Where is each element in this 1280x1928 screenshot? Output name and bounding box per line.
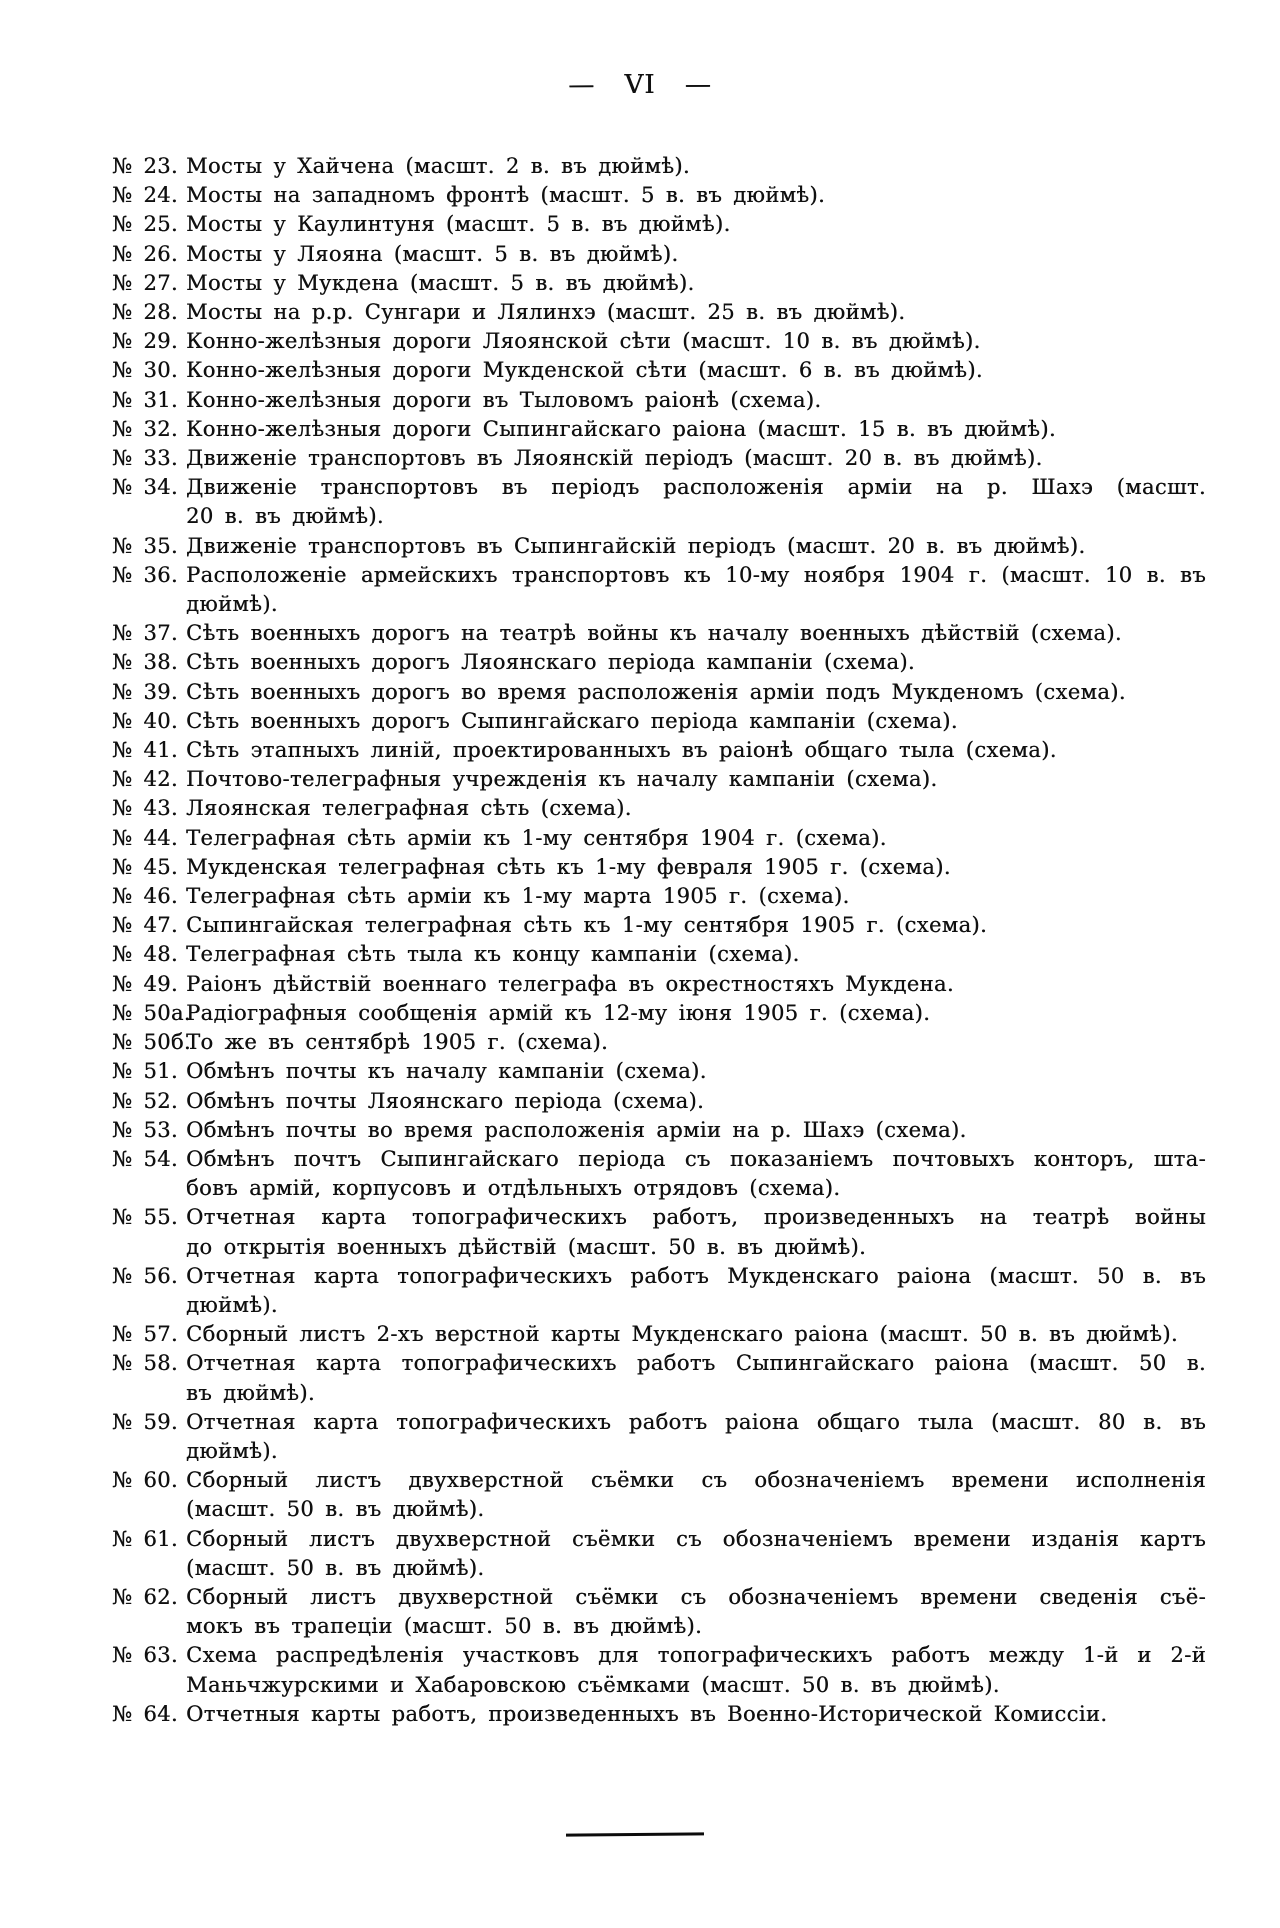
list-item: [112, 1320, 1206, 1349]
list-item: [112, 940, 1206, 969]
list-item: [112, 444, 1206, 473]
item-number: № 30.: [112, 358, 178, 383]
item-text-line: Сборный листъ двухверстной съёмки съ обозначеніемъ времени сведенія съё-: [186, 1584, 1206, 1609]
item-number: № 33.: [112, 446, 178, 471]
list-item: [112, 1349, 1206, 1407]
item-text-line: Сборный листъ двухверстной съёмки съ обозначеніемъ времени изданія картъ: [186, 1526, 1206, 1551]
page-number-heading: — VI —: [568, 69, 712, 101]
list-item: [112, 648, 1206, 677]
item-text-line: Обмѣнъ почты Ляоянскаго періода (схема).: [186, 1088, 705, 1113]
item-number: № 59.: [112, 1409, 178, 1434]
item-number: № 54.: [112, 1146, 178, 1171]
item-number: № 52.: [112, 1088, 178, 1113]
item-number: № 32.: [112, 416, 178, 441]
item-text-line: Обмѣнъ почты къ началу кампаніи (схема).: [186, 1059, 707, 1084]
list-item: [112, 736, 1206, 765]
item-text-line: въ дюймѣ).: [186, 1380, 315, 1405]
item-text-line: Сѣть военныхъ дорогъ Сыпингайскаго періода кампаніи (схема).: [186, 708, 958, 733]
list-item: [112, 473, 1206, 531]
item-number: № 41.: [112, 738, 178, 763]
list-item: [112, 1408, 1206, 1466]
item-number: № 39.: [112, 679, 178, 704]
item-text-line: Отчетная карта топографическихъ работъ Сыпингайскаго раіона (масшт. 50 в.: [186, 1351, 1206, 1376]
list-item: [112, 386, 1206, 415]
item-number: № 24.: [112, 183, 178, 208]
item-number: № 31.: [112, 387, 178, 412]
item-text-line: Телеграфная сѣть арміи къ 1-му сентября 1904 г. (схема).: [186, 825, 887, 850]
item-text-line: Мосты у Мукдена (масшт. 5 в. въ дюймѣ).: [186, 270, 695, 295]
item-text-line: То же въ сентябрѣ 1905 г. (схема).: [186, 1030, 609, 1055]
item-text-line: дюймѣ).: [186, 592, 278, 617]
list-item: [112, 853, 1206, 882]
item-text-line: мокъ въ трапеціи (масшт. 50 в. въ дюймѣ).: [186, 1614, 703, 1639]
item-text-line: Обмѣнъ почты во время расположенія арміи на р. Шахэ (схема).: [186, 1117, 967, 1142]
item-text-line: Сѣть военныхъ дорогъ во время расположенія арміи подъ Мукденомъ (схема).: [186, 679, 1126, 704]
list-item: [112, 1262, 1206, 1320]
item-text-line: до открытія военныхъ дѣйствій (масшт. 50 в. въ дюймѣ).: [186, 1234, 867, 1259]
item-text-line: Обмѣнъ почтъ Сыпингайскаго періода съ показаніемъ почтовыхъ конторъ, шта-: [186, 1146, 1206, 1171]
list-item: [112, 794, 1206, 823]
item-number: № 23.: [112, 154, 178, 178]
list-item: [112, 1116, 1206, 1145]
list-item: [112, 327, 1206, 356]
list-item: [112, 707, 1206, 736]
item-text-line: Конно-желѣзныя дороги Сыпингайскаго раіона (масшт. 15 в. въ дюймѣ).: [186, 416, 1056, 441]
list-item: [112, 181, 1206, 210]
item-number: № 42.: [112, 767, 178, 792]
item-text-line: Раіонъ дѣйствій военнаго телеграфа въ окрестностяхъ Мукдена.: [186, 971, 954, 996]
list-item: [112, 619, 1206, 648]
item-number: № 50б.: [112, 1030, 191, 1055]
item-number: № 58.: [112, 1351, 178, 1376]
item-number: № 26.: [112, 241, 178, 266]
item-text-line: Движеніе транспортовъ въ Сыпингайскій періодъ (масшт. 20 в. въ дюймѣ).: [186, 533, 1086, 558]
list-item: [112, 532, 1206, 561]
item-text-line: Сборный листъ двухверстной съёмки съ обозначеніемъ времени исполненія: [186, 1468, 1206, 1493]
item-text-line: Сѣть военныхъ дорогъ Ляоянскаго періода кампаніи (схема).: [186, 650, 916, 675]
item-text-line: дюймѣ).: [186, 1438, 278, 1463]
list-item: [112, 765, 1206, 794]
list-item: [112, 824, 1206, 853]
item-text-line: Телеграфная сѣть арміи къ 1-му марта 1905 г. (схема).: [186, 884, 850, 909]
list-item: [112, 678, 1206, 707]
list-item: [112, 1641, 1206, 1699]
item-number: № 36.: [112, 562, 178, 587]
item-text-line: Сыпингайская телеграфная сѣть къ 1-му сентября 1905 г. (схема).: [186, 913, 988, 938]
list-item: [112, 999, 1206, 1028]
item-number: № 47.: [112, 913, 178, 938]
item-text-line: Отчетная карта топографическихъ работъ Мукденскаго раіона (масшт. 50 в. въ: [186, 1263, 1206, 1288]
item-number: № 61.: [112, 1526, 178, 1551]
item-text-line: дюймѣ).: [186, 1292, 278, 1317]
item-text-line: Отчетная карта топографическихъ работъ, произведенныхъ на театрѣ войны: [186, 1205, 1206, 1230]
item-text-line: Конно-желѣзныя дороги Мукденской сѣти (масшт. 6 в. въ дюймѣ).: [186, 358, 983, 383]
item-text-line: Мосты на р.р. Сунгари и Лялинхэ (масшт. 25 в. въ дюймѣ).: [186, 300, 906, 325]
item-text-line: Отчетная карта топографическихъ работъ раіона общаго тыла (масшт. 80 в. въ: [186, 1409, 1206, 1434]
list-item: [112, 269, 1206, 298]
list-item: [112, 561, 1206, 619]
contents-list: [112, 152, 1208, 1729]
item-text-line: 20 в. въ дюймѣ).: [186, 504, 384, 529]
item-text-line: Маньчжурскими и Хабаровскою съёмками (масшт. 50 в. въ дюймѣ).: [186, 1672, 1000, 1697]
item-text-line: Конно-желѣзныя дороги Ляоянской сѣти (масшт. 10 в. въ дюймѣ).: [186, 329, 981, 354]
item-text-line: Отчетныя карты работъ, произведенныхъ въ Военно-Исторической Комиссіи.: [186, 1701, 1108, 1726]
item-number: № 60.: [112, 1468, 178, 1493]
item-text-line: Почтово-телеграфныя учрежденія къ началу кампаніи (схема).: [186, 767, 938, 792]
list-item: [112, 1466, 1206, 1524]
item-number: № 63.: [112, 1643, 178, 1668]
list-item: [112, 1057, 1206, 1086]
list-item: [112, 1700, 1206, 1729]
item-text-line: Мосты у Хайчена (масшт. 2 в. въ дюймѣ).: [186, 154, 690, 178]
item-number: № 37.: [112, 621, 178, 646]
item-text-line: бовъ армій, корпусовъ и отдѣльныхъ отрядовъ (схема).: [186, 1176, 841, 1201]
item-number: № 45.: [112, 854, 178, 879]
item-text-line: Ляоянская телеграфная сѣть (схема).: [186, 796, 632, 821]
item-number: № 27.: [112, 270, 178, 295]
item-text-line: Телеграфная сѣть тыла къ концу кампаніи (схема).: [186, 942, 800, 967]
list-item: [112, 152, 1206, 181]
item-number: № 44.: [112, 825, 178, 850]
end-of-list-divider-rule: [566, 1832, 704, 1836]
item-number: № 56.: [112, 1263, 178, 1288]
item-text-line: Мосты у Ляояна (масшт. 5 в. въ дюймѣ).: [186, 241, 679, 266]
item-number: № 51.: [112, 1059, 178, 1084]
item-number: № 38.: [112, 650, 178, 675]
item-text-line: Движеніе транспортовъ въ Ляоянскій періодъ (масшт. 20 в. въ дюймѣ).: [186, 446, 1043, 471]
item-number: № 29.: [112, 329, 178, 354]
item-text-line: Сѣть этапныхъ линій, проектированныхъ въ раіонѣ общаго тыла (схема).: [186, 738, 1057, 763]
item-number: № 49.: [112, 971, 178, 996]
list-item: [112, 1087, 1206, 1116]
list-item: [112, 356, 1206, 385]
item-number: № 64.: [112, 1701, 178, 1726]
item-number: № 53.: [112, 1117, 178, 1142]
item-number: № 35.: [112, 533, 178, 558]
item-text-line: Движеніе транспортовъ въ періодъ расположенія арміи на р. Шахэ (масшт.: [186, 475, 1206, 500]
list-item: [112, 210, 1206, 239]
list-item: [112, 970, 1206, 999]
list-item: [112, 415, 1206, 444]
item-text-line: Сѣть военныхъ дорогъ на театрѣ войны къ началу военныхъ дѣйствій (схема).: [186, 621, 1122, 646]
item-text-line: Мукденская телеграфная сѣть къ 1-му февраля 1905 г. (схема).: [186, 854, 951, 879]
item-number: № 28.: [112, 300, 178, 325]
item-text-line: Конно-желѣзныя дороги въ Тыловомъ раіонѣ (схема).: [186, 387, 822, 412]
item-text-line: Расположеніе армейскихъ транспортовъ къ 10-му ноября 1904 г. (масшт. 10 в. въ: [186, 562, 1206, 587]
item-number: № 40.: [112, 708, 178, 733]
item-text-line: Мосты на западномъ фронтѣ (масшт. 5 в. въ дюймѣ).: [186, 183, 826, 208]
list-item: [112, 911, 1206, 940]
item-number: № 48.: [112, 942, 178, 967]
item-number: № 50а.: [112, 1000, 191, 1025]
item-text-line: Схема распредѣленія участковъ для топографическихъ работъ между 1-й и 2-й: [186, 1643, 1206, 1668]
item-number: № 57.: [112, 1322, 178, 1347]
item-number: № 55.: [112, 1205, 178, 1230]
item-number: № 43.: [112, 796, 178, 821]
list-item: [112, 1525, 1206, 1583]
item-number: № 46.: [112, 884, 178, 909]
list-item: [112, 298, 1206, 327]
list-item: [112, 882, 1206, 911]
list-item: [112, 1145, 1206, 1203]
item-text-line: (масшт. 50 в. въ дюймѣ).: [186, 1497, 485, 1522]
item-text-line: Радіографныя сообщенія армій къ 12-му іюня 1905 г. (схема).: [186, 1000, 931, 1025]
list-item: [112, 1583, 1206, 1641]
item-text-line: Сборный листъ 2-хъ верстной карты Мукденскаго раіона (масшт. 50 в. въ дюймѣ).: [186, 1322, 1178, 1347]
list-item: [112, 1203, 1206, 1261]
item-text-line: Мосты у Каулинтуня (масшт. 5 в. въ дюймѣ).: [186, 212, 731, 237]
list-item: [112, 1028, 1206, 1057]
list-item: [112, 240, 1206, 269]
item-number: № 34.: [112, 475, 178, 500]
item-number: № 25.: [112, 212, 178, 237]
item-text-line: (масшт. 50 в. въ дюймѣ).: [186, 1555, 485, 1580]
item-number: № 62.: [112, 1584, 178, 1609]
